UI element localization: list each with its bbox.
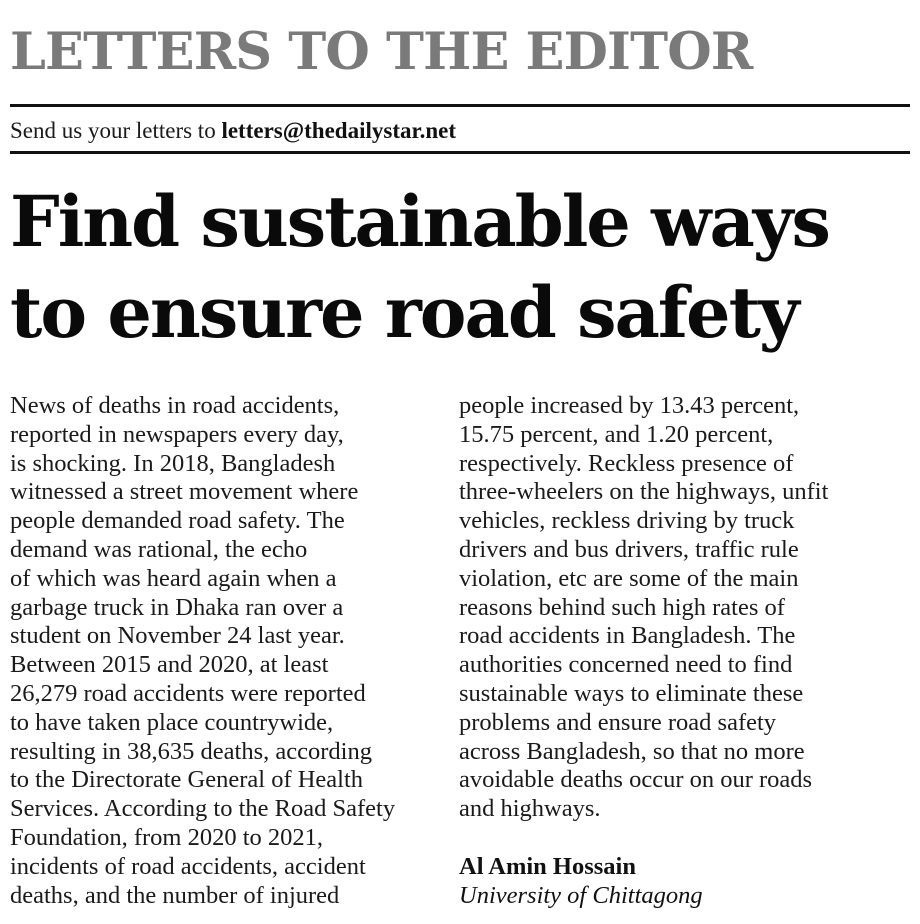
body-line: Foundation, from 2020 to 2021, [10, 823, 324, 851]
body-line: 26,279 road accidents were reported [10, 679, 366, 707]
body-line: student on November 24 last year. [10, 622, 345, 650]
article-body-left-column [10, 392, 440, 910]
body-line: violation, etc are some of the main [459, 564, 799, 592]
headline-line: to ensure road safety [10, 271, 798, 354]
article-body-right-column [459, 392, 909, 824]
top-divider [10, 104, 910, 107]
contact-line [10, 116, 456, 146]
body-line: incidents of road accidents, accident [10, 852, 366, 880]
bottom-divider [10, 151, 910, 154]
body-line: reported in newspapers every day, [10, 420, 344, 448]
body-line: drivers and bus drivers, traffic rule [459, 535, 799, 563]
body-line: resulting in 38,635 deaths, according [10, 737, 372, 765]
body-line: deaths, and the number of injured [10, 881, 340, 909]
body-line: Between 2015 and 2020, at least [10, 651, 329, 679]
body-line: demand was rational, the echo [10, 535, 308, 563]
article-headline [10, 176, 910, 358]
headline-line: Find sustainable ways [10, 180, 829, 263]
body-line: vehicles, reckless driving by truck [459, 507, 795, 535]
contact-email-link[interactable]: letters@thedailystar.net [221, 118, 456, 143]
body-line: authorities concerned need to find [459, 651, 793, 679]
body-line: avoidable deaths occur on our roads [459, 766, 813, 794]
section-title: LETTERS TO THE EDITOR [10, 22, 753, 82]
body-line: and highways. [459, 795, 601, 823]
contact-prefix: Send us your letters to [10, 118, 222, 143]
body-line: of which was heard again when a [10, 564, 337, 592]
body-line: respectively. Reckless presence of [459, 449, 794, 477]
body-line: garbage truck in Dhaka ran over a [10, 593, 344, 621]
body-line: 15.75 percent, and 1.20 percent, [459, 420, 774, 448]
body-line: people demanded road safety. The [10, 507, 345, 535]
body-line: problems and ensure road safety [459, 708, 777, 736]
body-line: to have taken place countrywide, [10, 708, 334, 736]
body-line: is shocking. In 2018, Bangladesh [10, 449, 336, 477]
body-line: reasons behind such high rates of [459, 593, 785, 621]
body-line: News of deaths in road accidents, [10, 392, 340, 419]
author-name: Al Amin Hossain [459, 853, 636, 880]
body-line: Services. According to the Road Safety [10, 795, 396, 823]
body-line: to the Directorate General of Health [10, 766, 364, 794]
author-affiliation: University of Chittagong [459, 882, 703, 909]
body-line: road accidents in Bangladesh. The [459, 622, 796, 650]
body-line: witnessed a street movement where [10, 478, 359, 506]
body-line: three-wheelers on the highways, unfit [459, 478, 829, 506]
body-line: across Bangladesh, so that no more [459, 737, 805, 765]
body-line: people increased by 13.43 percent, [459, 392, 800, 419]
body-line: sustainable ways to eliminate these [459, 679, 804, 707]
